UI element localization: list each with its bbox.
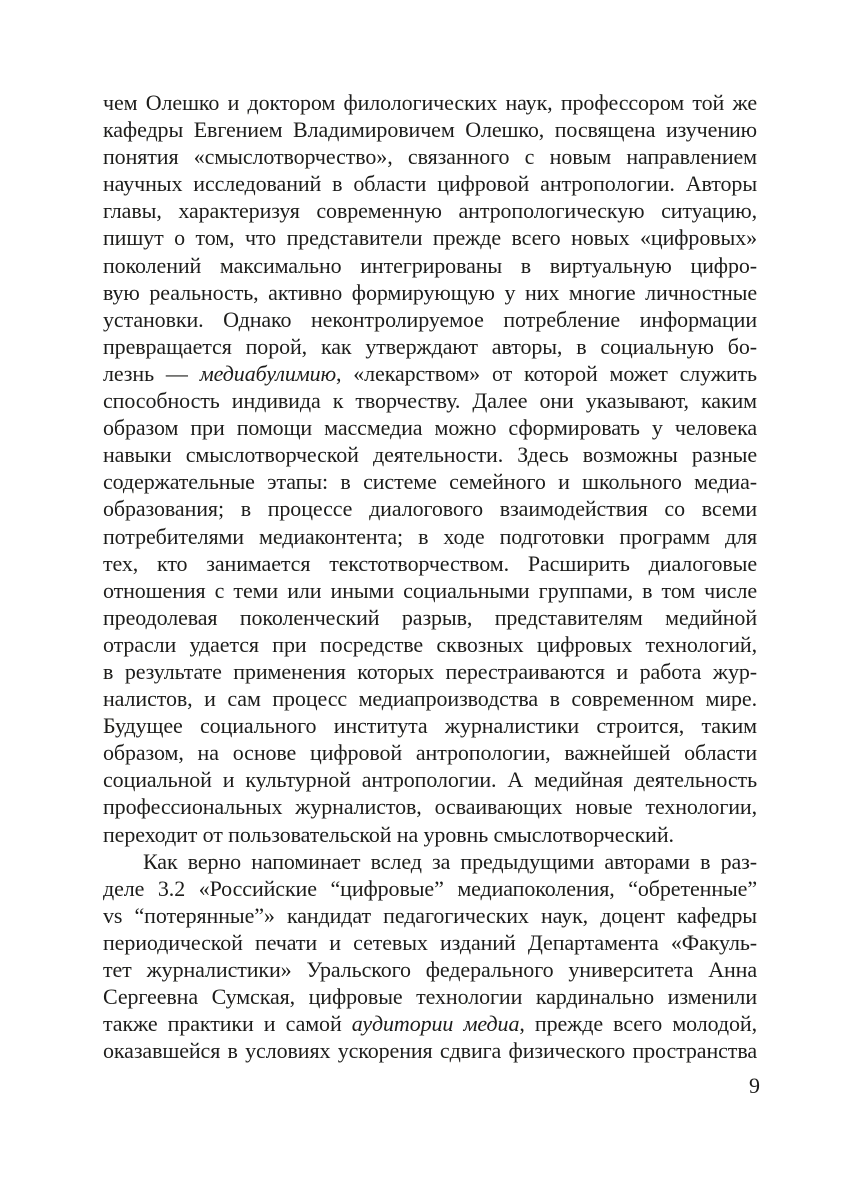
text-line: Как верно напоминает вслед за предыдущими авторами в раз- xyxy=(143,848,757,874)
text-line: тет журналистики» Уральского федерального университета Анна xyxy=(103,957,757,982)
text-line: социальной и культурной антропологии. А медийная деятельность xyxy=(103,767,757,793)
text-line: vs “потерянные”» кандидат педагогических наук, доцент кафедры xyxy=(103,902,757,928)
text-line: преодолевая поколенческий разрыв, представителям медийной xyxy=(103,604,757,630)
text-block xyxy=(103,89,757,1064)
page-number: 9 xyxy=(749,1073,760,1098)
text-line: способность индивида к творчеству. Далее они указывают, каким xyxy=(103,388,757,414)
text-line: поколений максимально интегрированы в виртуальную цифро- xyxy=(103,252,757,278)
text-line: потребителями медиаконтента; в ходе подготовки программ для xyxy=(103,523,757,549)
text-run: лезнь — xyxy=(103,360,200,386)
text-line: пишут о том, что представители прежде всего новых «цифровых» xyxy=(103,225,757,251)
text-line: оказавшейся в условиях ускорения сдвига физического пространства xyxy=(103,1038,757,1064)
text-line: превращается порой, как утверждают авторы, в социальную бо- xyxy=(103,333,757,359)
text-line: в результате применения которых перестраиваются и работа жур- xyxy=(103,658,757,684)
italic-term: аудитории медиа xyxy=(351,1011,520,1037)
paragraph xyxy=(103,848,757,1065)
page-body xyxy=(103,89,757,1064)
text-line: образом, на основе цифровой антропологии, важнейшей области xyxy=(103,740,757,766)
text-line: периодической печати и сетевых изданий Департамента «Факуль- xyxy=(103,929,757,955)
text-line: содержательные этапы: в системе семейного и школьного медиа- xyxy=(103,469,757,495)
text-line: тех, кто занимается текстотворчеством. Расширить диалоговые xyxy=(103,550,757,576)
text-run: , «лекарством» от которой может служить xyxy=(335,360,757,386)
text-line xyxy=(103,1010,757,1037)
text-line: кафедры Евгением Владимировичем Олешко, посвящена изучению xyxy=(103,117,757,143)
text-line: главы, характеризуя современную антропологическую ситуацию, xyxy=(103,198,757,224)
text-line: профессиональных журналистов, осваивающих новые технологии, xyxy=(103,794,757,820)
text-line: деле 3.2 «Российские “цифровые” медиапоколения, “обретенные” xyxy=(103,875,757,901)
text-line: чем Олешко и доктором филологических наук, профессором той же xyxy=(103,90,757,115)
text-line: научных исследований в области цифровой антропологии. Авторы xyxy=(103,171,757,197)
text-line: установки. Однако неконтролируемое потребление информации xyxy=(103,306,757,332)
text-line: образом при помощи массмедиа можно сформировать у человека xyxy=(103,415,757,441)
text-line: образования; в процессе диалогового взаимодействия со всеми xyxy=(103,496,757,522)
text-line xyxy=(103,360,757,387)
text-line: вую реальность, активно формирующую у них многие личностные xyxy=(103,279,757,305)
text-line: навыки смыслотворческой деятельности. Здесь возможны разные xyxy=(103,442,757,468)
text-line: переходит от пользовательской на уровнь смыслотворческий. xyxy=(103,821,674,847)
text-line: Будущее социального института журналистики строится, таким xyxy=(103,713,757,739)
text-line: отрасли удается при посредстве сквозных цифровых технологий, xyxy=(103,631,757,657)
text-line: понятия «смыслотворчество», связанного с новым направлением xyxy=(103,144,757,170)
text-line: отношения с теми или иными социальными группами, в том числе xyxy=(103,577,757,603)
text-run: также практики и самой xyxy=(103,1011,352,1037)
italic-term: медиабулимию xyxy=(199,360,336,386)
text-run: , прежде всего молодой, xyxy=(519,1011,757,1037)
text-line: налистов, и сам процесс медиапроизводства в современном мире. xyxy=(103,686,757,712)
text-line: Сергеевна Сумская, цифровые технологии кардинально изменили xyxy=(103,984,757,1010)
paragraph xyxy=(103,89,757,848)
